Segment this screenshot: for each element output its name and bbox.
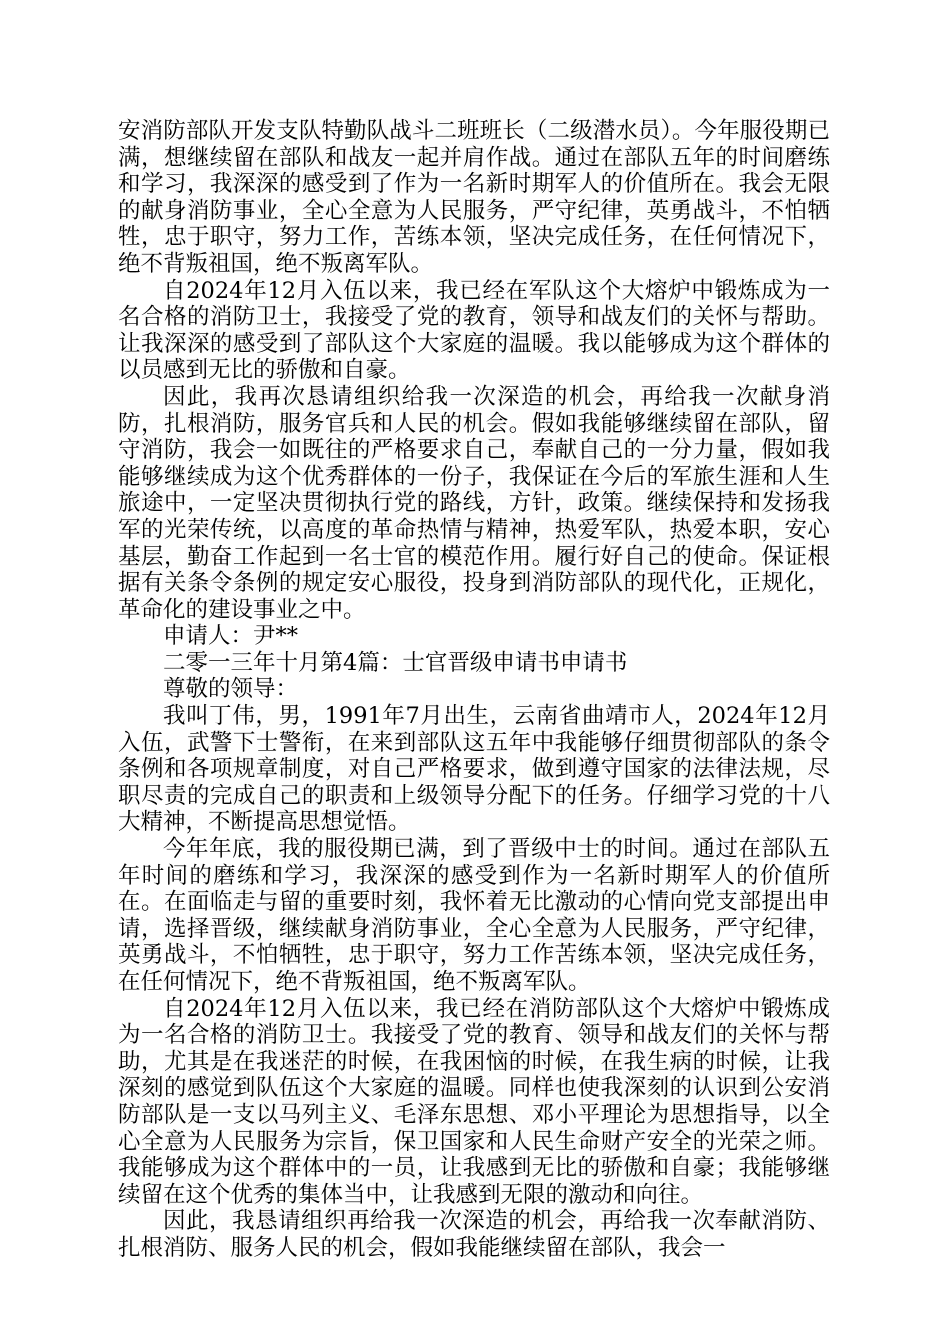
- paragraph: 自2024年12月入伍以来，我已经在消防部队这个大熔炉中锻炼成为一名合格的消防卫士。我接受了党的教育、领导和战友们的关怀与帮助，尤其是在我迷茫的时候，在我困恼的时候，在我生病的时候，让我深刻的感觉到队伍这个大家庭的温暖。同样也使我深刻的认识到公安消防部队是一支以马列主义、毛泽东思想、邓小平理论为思想指导，以全心全意为人民服务为宗旨，保卫国家和人民生命财产安全的光荣之师。我能够成为这个群体中的一员，让我感到无比的骄傲和自豪；我能够继续留在这个优秀的集体当中，让我感到无限的激动和向往。: [118, 995, 830, 1208]
- paragraph: 自2024年12月入伍以来，我已经在军队这个大熔炉中锻炼成为一名合格的消防卫士，我接受了党的教育，领导和战友们的关怀与帮助。让我深深的感受到了部队这个大家庭的温暖。我以能够成为这个群体的以员感到无比的骄傲和自豪。: [118, 277, 830, 384]
- paragraph-continuation: 安消防部队开发支队特勤队战斗二班班长（二级潜水员）。今年服役期已满，想继续留在部队和战友一起并肩作战。通过在部队五年的时间磨练和学习，我深深的感受到了作为一名新时期军人的价值所在。我会无限的献身消防事业，全心全意为人民服务，严守纪律，英勇战斗，不怕牺牲，忠于职守，努力工作，苦练本领，坚决完成任务，在任何情况下，绝不背叛祖国，绝不叛离军队。: [118, 118, 830, 277]
- paragraph: 因此，我恳请组织再给我一次深造的机会，再给我一次奉献消防、扎根消防、服务人民的机会，假如我能继续留在部队，我会一: [118, 1208, 830, 1261]
- paragraph: 因此，我再次恳请组织给我一次深造的机会，再给我一次献身消防，扎根消防，服务官兵和人民的机会。假如我能够继续留在部队，留守消防，我会一如既往的严格要求自己，奉献自己的一分力量，假如我能够继续成为这个优秀群体的一份子，我保证在今后的军旅生涯和人生旅途中，一定坚决贯彻执行党的路线，方针，政策。继续保持和发扬我军的光荣传统，以高度的革命热情与精神，热爱军队，热爱本职，安心基层，勤奋工作起到一名士官的模范作用。履行好自己的使命。保证根据有关条令条例的规定安心服役，投身到消防部队的现代化，正规化，革命化的建设事业之中。: [118, 383, 830, 623]
- paragraph: 我叫丁伟，男，1991年7月出生，云南省曲靖市人，2024年12月入伍，武警下士警衔，在来到部队这五年中我能够仔细贯彻部队的条令条例和各项规章制度，对自己严格要求，做到遵守国家的法律法规，尽职尽责的完成自己的职责和上级领导分配下的任务。仔细学习党的十八大精神，不断提高思想觉悟。: [118, 703, 830, 836]
- salutation: 尊敬的领导：: [163, 676, 299, 703]
- applicant-signature: 申请人：尹**: [163, 623, 299, 650]
- date-and-section-title: 二零一三年十月第4篇：士官晋级申请书申请书: [163, 649, 628, 676]
- paragraph: 今年年底，我的服役期已满，到了晋级中士的时间。通过在部队五年时间的磨练和学习，我深深的感受到作为一名新时期军人的价值所在。在面临走与留的重要时刻，我怀着无比激动的心情向党支部提出申请，选择晋级，继续献身消防事业，全心全意为人民服务，严守纪律，英勇战斗，不怕牺牲，忠于职守，努力工作苦练本领，坚决完成任务，在任何情况下，绝不背叛祖国，绝不叛离军队。: [118, 836, 830, 995]
- document-body: [118, 118, 830, 1262]
